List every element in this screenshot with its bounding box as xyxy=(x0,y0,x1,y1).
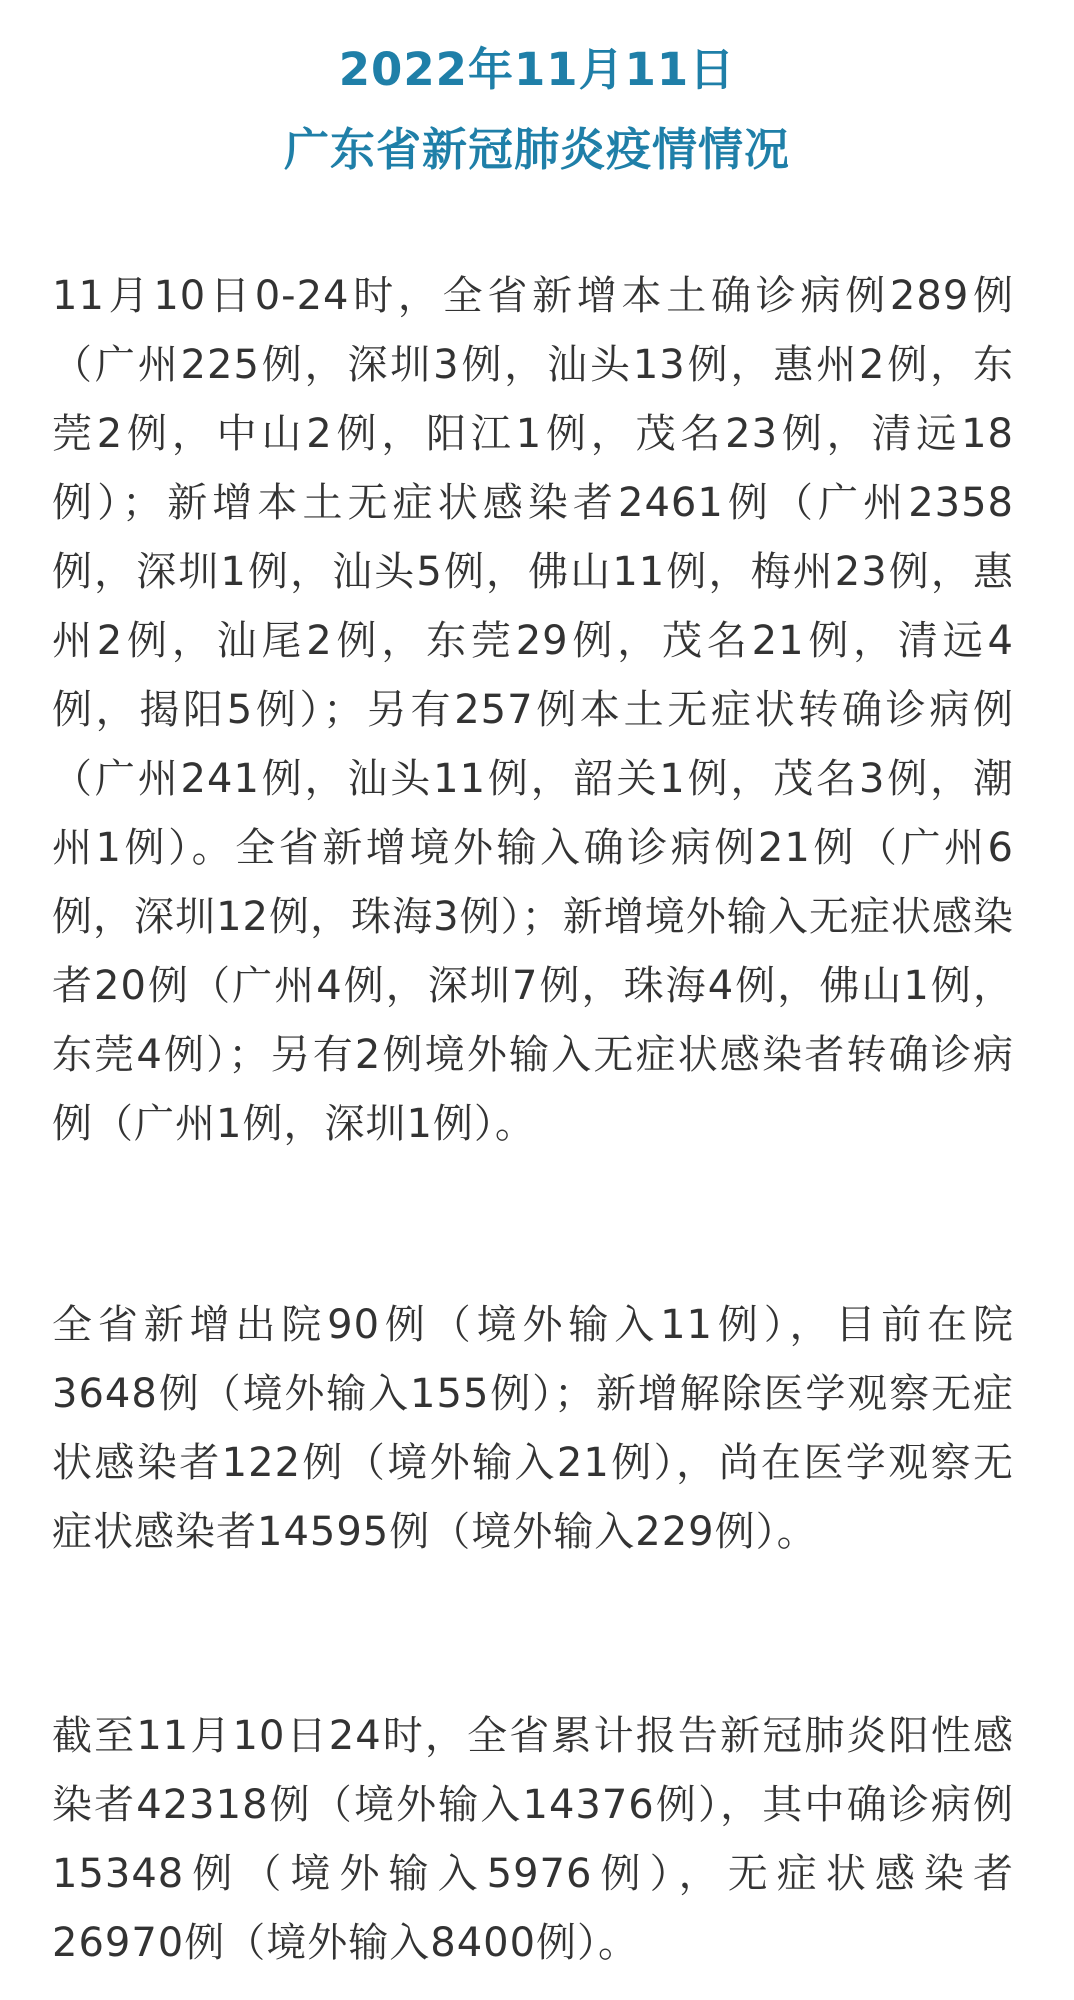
page-title: 广东省新冠肺炎疫情情况 xyxy=(283,123,790,176)
article-header xyxy=(0,30,1074,190)
hospital-status-paragraph: 全省新增出院90例（境外输入11例），目前在院3648例（境外输入155例）；新增解除医学观察无症状感染者122例（境外输入21例），尚在医学观察无症状感染者14595例（境外输入229例）。 xyxy=(52,1302,1014,1555)
cumulative-totals-paragraph: 截至11月10日24时，全省累计报告新冠肺炎阳性感染者42318例（境外输入14376例），其中确诊病例15348例（境外输入5976例），无症状感染者26970例（境外输入8400例）。 xyxy=(52,1713,1014,1966)
new-cases-paragraph: 11月10日0-24时，全省新增本土确诊病例289例（广州225例，深圳3例，汕头13例，惠州2例，东莞2例，中山2例，阳江1例，茂名23例，清远18例）；新增本土无症状感染者2461例（广州2358例，深圳1例，汕头5例，佛山11例，梅州23例，惠州2例，汕尾2例，东莞29例，茂名21例，清远4例，揭阳5例）；另有257例本土无症状转确诊病例（广州241例，汕头11例，韶关1例，茂名3例，潮州1例）。全省新增境外输入确诊病例21例（广州6例，深圳12例，珠海3例）；新增境外输入无症状感染者20例（广州4例，深圳7例，珠海4例，佛山1例，东莞4例）；另有2例境外输入无症状感染者转确诊病例（广州1例，深圳1例）。 xyxy=(52,273,1014,1147)
report-date: 2022年11月11日 xyxy=(338,43,736,96)
